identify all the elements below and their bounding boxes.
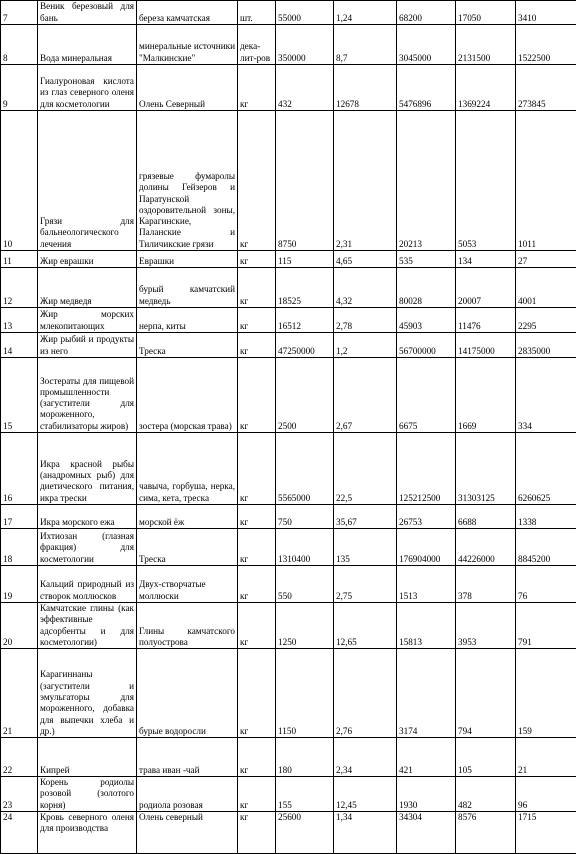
table-row [1, 333, 576, 358]
row-number-cell: 14 [1, 333, 38, 358]
value-col-9-cell: 1715 [516, 812, 576, 854]
product-name-cell: Кальций природный из створок моллюсков [38, 566, 137, 603]
unit-cell: кг [238, 358, 276, 433]
row-number-cell: 12 [1, 268, 38, 308]
row-number-cell: 20 [1, 603, 38, 649]
product-name-cell: Камчатские глины (как эффективные адсорбенты и для косметологии) [38, 603, 137, 649]
total-cell: 535 [397, 251, 456, 268]
value-col-8-cell: 14175000 [456, 333, 516, 358]
row-number-cell: 13 [1, 308, 38, 333]
price-cell: 12,45 [334, 777, 397, 812]
value-col-9-cell: 159 [516, 649, 576, 738]
value-col-9-cell: 4001 [516, 268, 576, 308]
volume-cell: 350000 [276, 25, 334, 65]
raw-source-cell: Олень северный [137, 812, 238, 854]
total-cell: 6675 [397, 358, 456, 433]
unit-cell: кг [238, 333, 276, 358]
value-col-9-cell: 2835000 [516, 333, 576, 358]
product-name-cell: Корень родиолы розовой (золотого корня) [38, 777, 137, 812]
value-col-9-cell: 791 [516, 603, 576, 649]
product-name-cell: Икра морского ежа [38, 505, 137, 529]
price-cell: 8,7 [334, 25, 397, 65]
volume-cell: 180 [276, 738, 334, 777]
price-cell: 2,31 [334, 111, 397, 251]
volume-cell: 8750 [276, 111, 334, 251]
total-cell: 45903 [397, 308, 456, 333]
total-cell: 56700000 [397, 333, 456, 358]
unit-cell: дека-лит-ров [238, 25, 276, 65]
value-col-8-cell: 8576 [456, 812, 516, 854]
value-col-8-cell: 31303125 [456, 433, 516, 505]
product-name-cell: Жир медведя [38, 268, 137, 308]
value-col-8-cell: 44226000 [456, 529, 516, 566]
value-col-8-cell: 20007 [456, 268, 516, 308]
raw-source-cell: чавыча, горбуша, нерка, сима, кета, треска [137, 433, 238, 505]
volume-cell: 432 [276, 65, 334, 111]
volume-cell: 16512 [276, 308, 334, 333]
table-row [1, 505, 576, 529]
raw-source-cell: береза камчатская [137, 1, 238, 25]
table-row [1, 25, 576, 65]
total-cell: 26753 [397, 505, 456, 529]
value-col-9-cell: 76 [516, 566, 576, 603]
value-col-9-cell: 8845200 [516, 529, 576, 566]
row-number-cell: 16 [1, 433, 38, 505]
total-cell: 1513 [397, 566, 456, 603]
unit-cell: кг [238, 649, 276, 738]
price-cell: 12,65 [334, 603, 397, 649]
value-col-9-cell: 27 [516, 251, 576, 268]
value-col-8-cell: 482 [456, 777, 516, 812]
total-cell: 421 [397, 738, 456, 777]
total-cell: 5476896 [397, 65, 456, 111]
unit-cell: шт. [238, 1, 276, 25]
raw-source-cell: минеральные источники "Малкинские" [137, 25, 238, 65]
price-cell: 2,34 [334, 738, 397, 777]
product-name-cell: Жир еврашки [38, 251, 137, 268]
raw-source-cell: морской ёж [137, 505, 238, 529]
unit-cell: кг [238, 812, 276, 854]
row-number-cell: 15 [1, 358, 38, 433]
product-name-cell: Икра красной рыбы (анадромных рыб) для диетического питания, икра трески [38, 433, 137, 505]
value-col-9-cell: 2295 [516, 308, 576, 333]
volume-cell: 25600 [276, 812, 334, 854]
total-cell: 1930 [397, 777, 456, 812]
row-number-cell: 22 [1, 738, 38, 777]
table-row [1, 251, 576, 268]
total-cell: 20213 [397, 111, 456, 251]
value-col-8-cell: 105 [456, 738, 516, 777]
price-cell: 22,5 [334, 433, 397, 505]
volume-cell: 750 [276, 505, 334, 529]
row-number-cell: 19 [1, 566, 38, 603]
raw-source-cell: Еврашки [137, 251, 238, 268]
total-cell: 3045000 [397, 25, 456, 65]
row-number-cell: 11 [1, 251, 38, 268]
volume-cell: 1150 [276, 649, 334, 738]
product-name-cell: Жир морских млекопитающих [38, 308, 137, 333]
total-cell: 125212500 [397, 433, 456, 505]
raw-source-cell: Треска [137, 333, 238, 358]
value-col-8-cell: 134 [456, 251, 516, 268]
product-name-cell: Гиалуроновая кислота из глаз северного оленя для косметологии [38, 65, 137, 111]
volume-cell: 2500 [276, 358, 334, 433]
total-cell: 15813 [397, 603, 456, 649]
price-cell: 1,2 [334, 333, 397, 358]
total-cell: 3174 [397, 649, 456, 738]
product-name-cell: Вода минеральная [38, 25, 137, 65]
volume-cell: 1310400 [276, 529, 334, 566]
table-row [1, 65, 576, 111]
price-cell: 4,65 [334, 251, 397, 268]
product-name-cell: Грязи для бальнеологического лечения [38, 111, 137, 251]
unit-cell: кг [238, 505, 276, 529]
table-row [1, 566, 576, 603]
price-cell: 2,75 [334, 566, 397, 603]
row-number-cell: 7 [1, 1, 38, 25]
value-col-9-cell: 1338 [516, 505, 576, 529]
volume-cell: 55000 [276, 1, 334, 25]
total-cell: 68200 [397, 1, 456, 25]
table-row [1, 1, 576, 25]
price-cell: 1,24 [334, 1, 397, 25]
row-number-cell: 18 [1, 529, 38, 566]
product-name-cell: Кровь северного оленя для производства [38, 812, 137, 854]
table-row [1, 649, 576, 738]
product-name-cell: Ихтиозан (глазная фракция) для косметологии [38, 529, 137, 566]
price-cell: 4,32 [334, 268, 397, 308]
raw-source-cell: бурый камчатский медведь [137, 268, 238, 308]
row-number-cell: 10 [1, 111, 38, 251]
price-cell: 135 [334, 529, 397, 566]
row-number-cell: 21 [1, 649, 38, 738]
product-name-cell: Жир рыбий и продукты из него [38, 333, 137, 358]
unit-cell: кг [238, 65, 276, 111]
value-col-8-cell: 2131500 [456, 25, 516, 65]
product-name-cell: Кипрей [38, 738, 137, 777]
unit-cell: кг [238, 111, 276, 251]
volume-cell: 115 [276, 251, 334, 268]
raw-source-cell: зостера (морская трава) [137, 358, 238, 433]
value-col-8-cell: 17050 [456, 1, 516, 25]
raw-source-cell: родиола розовая [137, 777, 238, 812]
unit-cell: кг [238, 433, 276, 505]
raw-source-cell: Двух-створчатые моллюски [137, 566, 238, 603]
volume-cell: 1250 [276, 603, 334, 649]
value-col-8-cell: 1669 [456, 358, 516, 433]
row-number-cell: 8 [1, 25, 38, 65]
value-col-8-cell: 6688 [456, 505, 516, 529]
volume-cell: 18525 [276, 268, 334, 308]
unit-cell: кг [238, 251, 276, 268]
value-col-9-cell: 6260625 [516, 433, 576, 505]
raw-source-cell: бурые водоросли [137, 649, 238, 738]
product-name-cell: Зостераты для пищевой промышленности (загустители для мороженного, стабилизаторы жиров) [38, 358, 137, 433]
table-row [1, 111, 576, 251]
row-number-cell: 9 [1, 65, 38, 111]
raw-source-cell: нерпа, киты [137, 308, 238, 333]
table-row [1, 603, 576, 649]
raw-source-cell: Олень Северный [137, 65, 238, 111]
value-col-9-cell: 1522500 [516, 25, 576, 65]
table-row [1, 268, 576, 308]
table-row [1, 529, 576, 566]
value-col-8-cell: 11476 [456, 308, 516, 333]
value-col-8-cell: 3953 [456, 603, 516, 649]
price-cell: 2,67 [334, 358, 397, 433]
value-col-9-cell: 273845 [516, 65, 576, 111]
value-col-9-cell: 3410 [516, 1, 576, 25]
total-cell: 34304 [397, 812, 456, 854]
value-col-9-cell: 21 [516, 738, 576, 777]
table-row [1, 777, 576, 812]
row-number-cell: 23 [1, 777, 38, 812]
total-cell: 80028 [397, 268, 456, 308]
value-col-8-cell: 1369224 [456, 65, 516, 111]
value-col-9-cell: 1011 [516, 111, 576, 251]
price-cell: 2,76 [334, 649, 397, 738]
unit-cell: кг [238, 738, 276, 777]
unit-cell: кг [238, 603, 276, 649]
price-cell: 35,67 [334, 505, 397, 529]
value-col-8-cell: 794 [456, 649, 516, 738]
volume-cell: 155 [276, 777, 334, 812]
product-name-cell: Карагиннаны (загустители и эмульгаторы для мороженного, добавка для выпечки хлеба и др.) [38, 649, 137, 738]
volume-cell: 47250000 [276, 333, 334, 358]
volume-cell: 5565000 [276, 433, 334, 505]
product-name-cell: Веник березовый для бань [38, 1, 137, 25]
price-cell: 12678 [334, 65, 397, 111]
total-cell: 176904000 [397, 529, 456, 566]
price-cell: 1,34 [334, 812, 397, 854]
raw-source-cell: Треска [137, 529, 238, 566]
value-col-8-cell: 378 [456, 566, 516, 603]
unit-cell: кг [238, 268, 276, 308]
table-row [1, 738, 576, 777]
row-number-cell: 24 [1, 812, 38, 854]
raw-source-cell: Глины камчатского полуострова [137, 603, 238, 649]
raw-source-cell: трава иван -чай [137, 738, 238, 777]
unit-cell: кг [238, 529, 276, 566]
unit-cell: кг [238, 777, 276, 812]
volume-cell: 550 [276, 566, 334, 603]
raw-source-cell: грязевые фумаролы долины Гейзеров и Паратунской оздоровительной зоны, Карагинские, Паланские и Тиличикские грязи [137, 111, 238, 251]
row-number-cell: 17 [1, 505, 38, 529]
value-col-9-cell: 334 [516, 358, 576, 433]
table-row [1, 433, 576, 505]
table-row [1, 308, 576, 333]
value-col-8-cell: 5053 [456, 111, 516, 251]
unit-cell: кг [238, 566, 276, 603]
price-cell: 2,78 [334, 308, 397, 333]
value-col-9-cell: 96 [516, 777, 576, 812]
table-row [1, 358, 576, 433]
table-row [1, 812, 576, 854]
unit-cell: кг [238, 308, 276, 333]
